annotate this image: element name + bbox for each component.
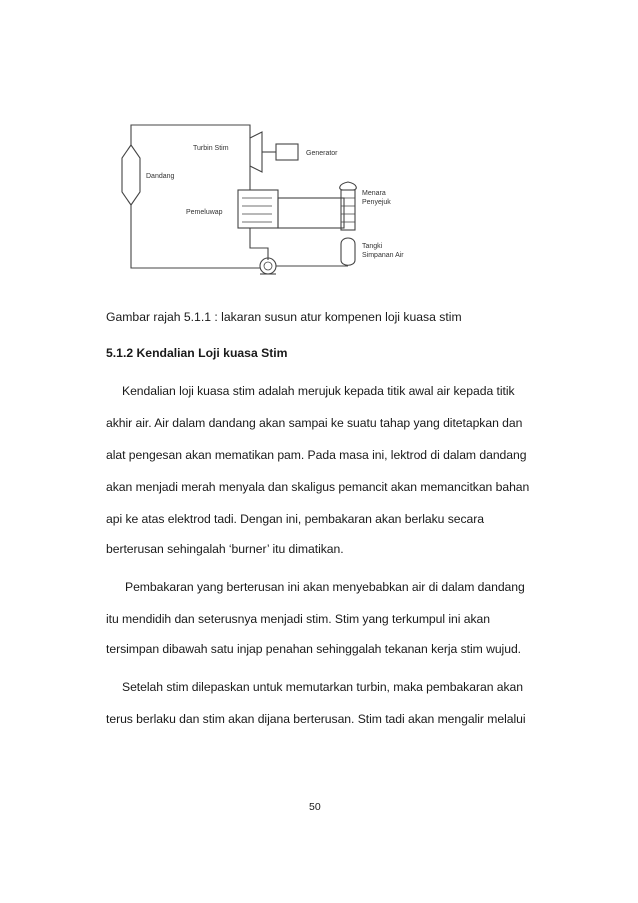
paragraph-1-line-5: api ke atas elektrod tadi. Dengan ini, pembakaran akan berlaku secara [106,512,484,526]
page-number: 50 [309,801,321,813]
paragraph-3-line-1: Setelah stim dilepaskan untuk memutarkan turbin, maka pembakaran akan [122,680,523,694]
steam-pipe [131,125,250,145]
label-boiler: Dandang [146,173,175,180]
steam-plant-diagram [100,110,440,290]
paragraph-1-line-3: alat pengesan akan mematikan pam. Pada masa ini, lektrod di dalam dandang [106,448,527,462]
pump-impeller [264,262,272,270]
water-tank-shape [341,238,355,265]
paragraph-2-line-1: Pembakaran yang berterusan ini akan menyebabkan air di dalam dandang [125,580,525,594]
label-tank-2: Simpanan Air [362,252,404,259]
label-tower-2: Penyejuk [362,199,391,206]
label-turbine: Turbin Stim [193,145,229,152]
diagram-svg [100,110,440,290]
paragraph-1-line-6: berterusan sehingalah ‘burner’ itu dimatikan. [106,542,344,556]
pump-shape [260,258,276,274]
condensate-pipe [250,228,268,260]
paragraph-1-line-1: Kendalian loji kuasa stim adalah merujuk kepada titik awal air kepada titik [122,384,515,398]
label-tank-1: Tangki [362,243,383,250]
generator-shape [276,144,298,160]
tower-top [340,182,357,190]
section-heading: 5.1.2 Kendalian Loji kuasa Stim [106,346,288,360]
paragraph-2-line-3: tersimpan dibawah satu injap penahan sehinggalah tekanan kerja stim wujud. [106,642,522,656]
figure-caption: Gambar rajah 5.1.1 : lakaran susun atur kompenen loji kuasa stim [106,310,462,324]
label-tower-1: Menara [362,190,386,197]
tower-body [341,190,355,230]
paragraph-3-line-2: terus berlaku dan stim akan dijana berterusan. Stim tadi akan mengalir melalui [106,712,526,726]
label-condenser: Pemeluwap [186,209,223,216]
paragraph-1-line-2: akhir air. Air dalam dandang akan sampai ke suatu tahap yang ditetapkan dan [106,416,523,430]
turbine-shape [250,132,262,172]
paragraph-1-line-4: akan menjadi merah menyala dan skaligus pemancit akan memancitkan bahan [106,480,530,494]
paragraph-2-line-2: itu mendidih dan seterusnya menjadi stim. Stim yang terkumpul ini akan [106,612,490,626]
boiler-shape [122,145,140,205]
condenser-coils [242,198,272,222]
cooling-pipe-loop [278,198,344,228]
label-generator: Generator [306,150,338,157]
tower-fins [341,198,355,222]
